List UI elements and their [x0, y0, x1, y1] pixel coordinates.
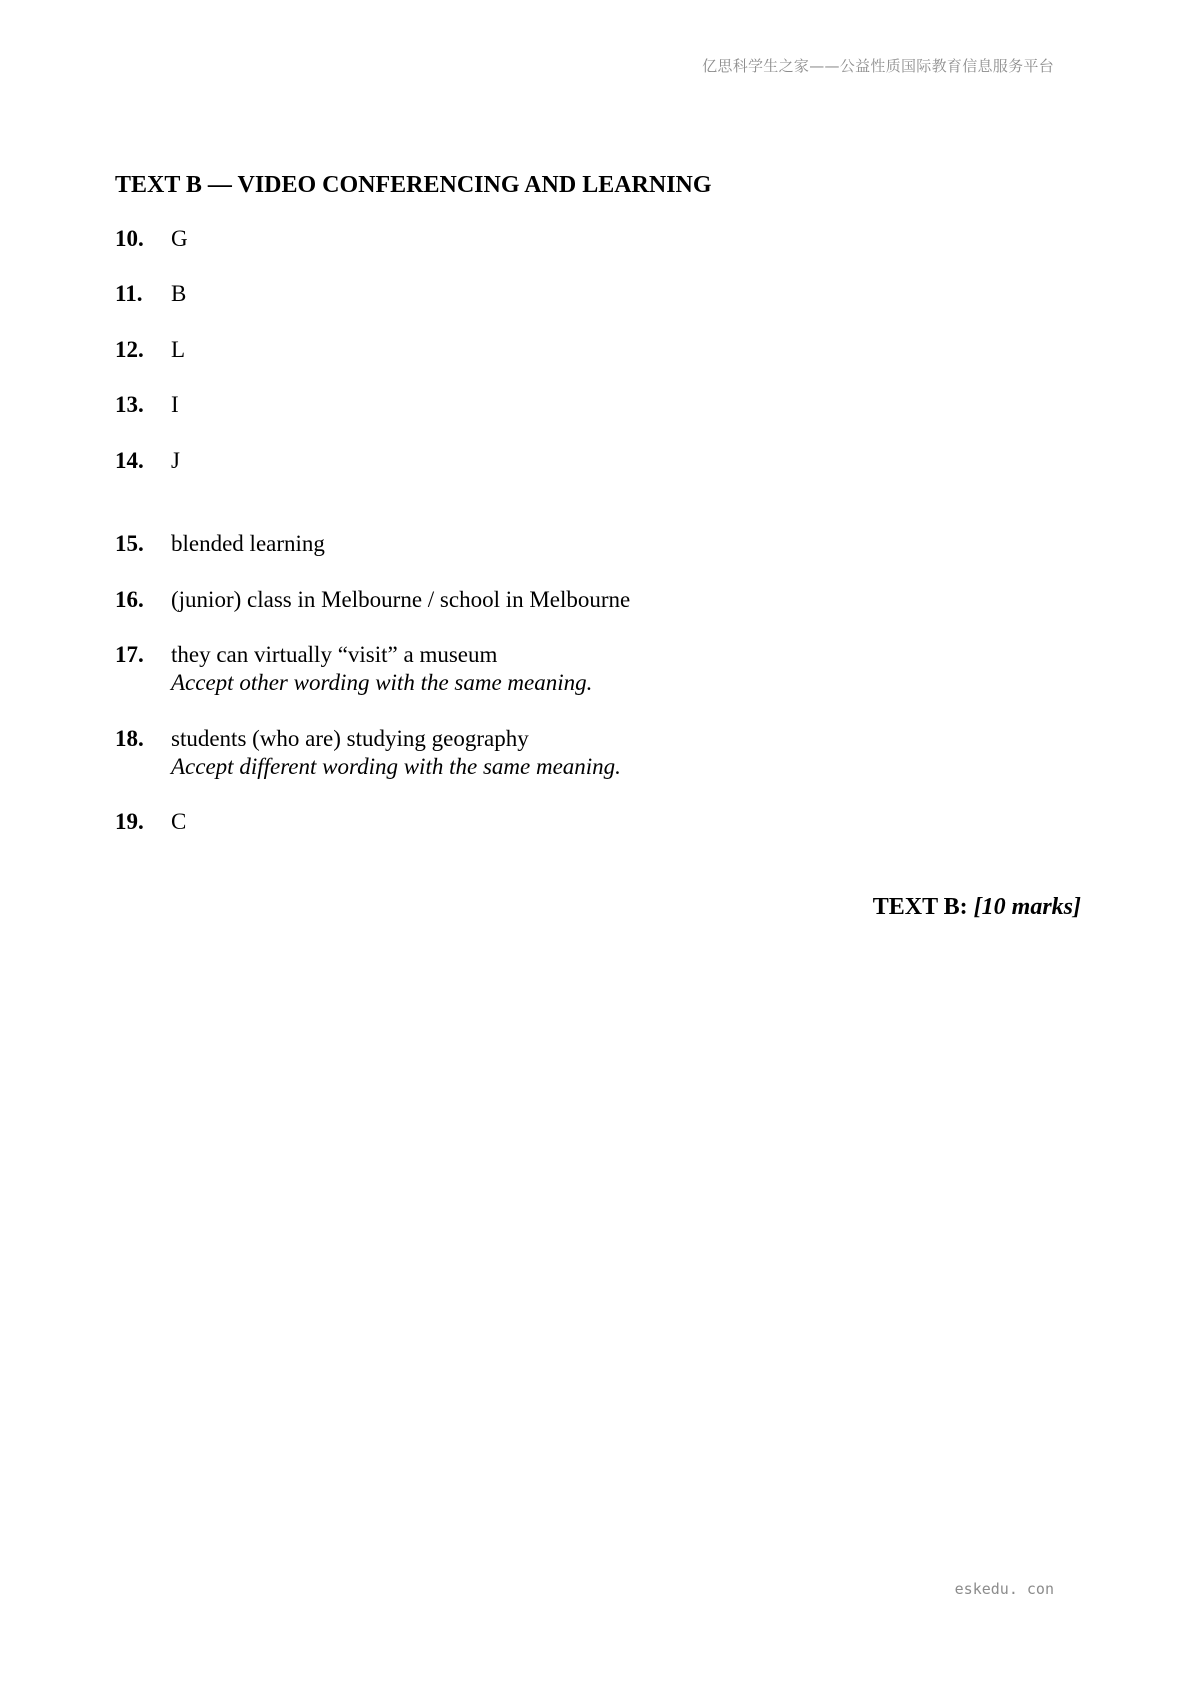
answer-number: 13. [115, 392, 144, 417]
answer-number: 18. [115, 726, 144, 751]
answer-text: J [171, 448, 180, 473]
answer-main-text: students (who are) studying geography [171, 726, 529, 751]
answer-note: Accept other wording with the same meaning. [171, 670, 593, 695]
answer-number: 17. [115, 642, 144, 667]
answer-number: 10. [115, 226, 144, 251]
answer-text: blended learning [171, 531, 325, 556]
answer-number: 19. [115, 809, 144, 834]
header-watermark-text: 亿思科学生之家——公益性质国际教育信息服务平台 [702, 57, 1054, 75]
answer-text: C [171, 809, 187, 834]
answer-number: 15. [115, 531, 144, 556]
answer-text [171, 725, 621, 781]
marks-value: [10 marks] [973, 894, 1081, 920]
answer-number: 16. [115, 587, 144, 612]
answer-text: B [171, 281, 187, 306]
answer-text: (junior) class in Melbourne / school in Melbourne [171, 587, 631, 612]
answer-note: Accept different wording with the same meaning. [171, 754, 621, 779]
section-title: TEXT B — VIDEO CONFERENCING AND LEARNING [115, 172, 712, 198]
answer-text: I [171, 392, 179, 417]
answer-main-text: they can virtually “visit” a museum [171, 642, 498, 667]
marks-label: TEXT B: [872, 894, 968, 920]
answer-text [171, 641, 592, 697]
answer-number: 12. [115, 337, 144, 362]
answer-number: 11. [115, 281, 143, 306]
section-marks [873, 892, 1081, 922]
footer-watermark-text: eskedu. con [954, 1580, 1054, 1598]
answer-text: G [171, 226, 188, 251]
answer-text: L [171, 337, 186, 362]
answer-number: 14. [115, 448, 144, 473]
